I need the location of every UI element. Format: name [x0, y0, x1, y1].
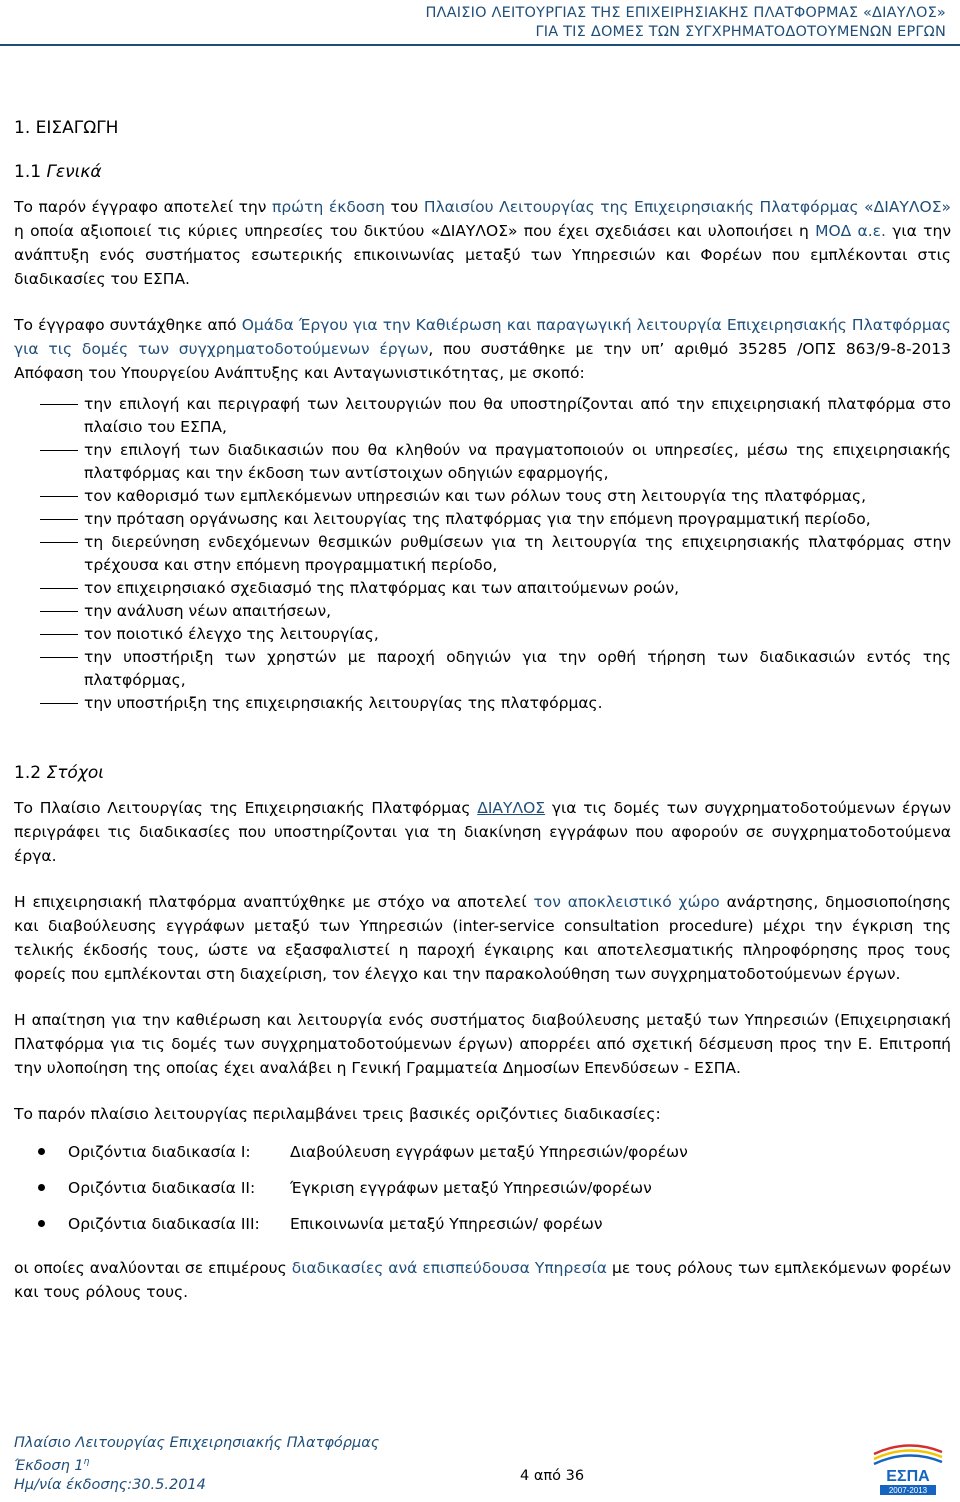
- dash-marker: [40, 519, 78, 520]
- paragraph-intro: [14, 195, 951, 291]
- text-run: , που συστάθηκε με την υπ’ αριθμό 35285 /ΟΠΣ 863/9-8-2013 Απόφαση του Υπουργείου Ανάπτυξης και Ανταγωνιστικότητας, με σκοπό:: [14, 340, 951, 382]
- purpose-item-text: την πρόταση οργάνωσης και λειτουργίας της πλατφόρμας για την επόμενη προγραμματική περίοδο,: [84, 510, 871, 528]
- purpose-item: [14, 577, 951, 600]
- logo-text: ΕΣΠΑ: [886, 1468, 930, 1485]
- logo-arc-blue: [874, 1455, 942, 1464]
- text-run: Το Πλαίσιο Λειτουργίας της Επιχειρησιακής Πλατφόρμας: [14, 799, 478, 817]
- footer-edition: [14, 1453, 379, 1476]
- logo-years: 2007-2013: [888, 1486, 928, 1495]
- process-label: Οριζόντια διαδικασία Ι:: [68, 1143, 251, 1161]
- footer-issue-date: Ημ/νία έκδοσης:30.5.2014: [14, 1476, 206, 1493]
- section-title-text: Γενικά: [46, 162, 102, 182]
- section-number: 1.1: [14, 162, 42, 182]
- footer-doc-title: Πλαίσιο Λειτουργίας Επιχειρησιακής Πλατφόρμας: [14, 1435, 380, 1451]
- edition-superscript: η: [83, 1457, 90, 1467]
- highlight-first-edition: πρώτη έκδοση: [271, 198, 385, 216]
- purpose-item: [14, 485, 951, 508]
- paragraph-goals: [14, 796, 951, 868]
- paragraph-processes-detail: [14, 1256, 951, 1304]
- dash-marker: [40, 588, 78, 589]
- page-footer: [14, 1434, 946, 1496]
- paragraph-requirement: Η απαίτηση για την καθιέρωση και λειτουργία ενός συστήματος διαβούλευσης μεταξύ των Υπηρεσιών (Επιχειρησιακή Πλατφόρμα για τις δομές των συγχρηματοδοτούμενων έργων) απορρέει από σχετική δέσμευση προς την Ε. Επιτροπή την υλοποίηση της οποίας έχει αναλάβει η Γενική Γραμματεία Δημοσίων Επενδύσεων - ΕΣΠΑ.: [14, 1011, 951, 1077]
- purpose-item-text: την υποστήριξη των χρηστών με παροχή οδηγιών για την ορθή τήρηση των διαδικασιών εντός της πλατφόρμας,: [84, 648, 951, 689]
- purpose-item: [14, 600, 951, 623]
- dash-marker: [40, 496, 78, 497]
- page-header: [425, 4, 946, 42]
- purpose-item-text: την υποστήριξη της επιχειρησιακής λειτουργίας της πλατφόρμας.: [84, 694, 603, 712]
- chapter-title: 1. ΕΙΣΑΓΩΓΗ: [14, 118, 119, 138]
- dash-marker: [40, 703, 78, 704]
- process-item: [14, 1206, 951, 1242]
- text-run: Η επιχειρησιακή πλατφόρμα αναπτύχθηκε με στόχο να αποτελεί: [14, 893, 534, 911]
- bullet-dot: [38, 1148, 45, 1155]
- dash-marker: [40, 542, 78, 543]
- edition-text: Έκδοση 1: [14, 1457, 84, 1474]
- header-line-1: ΠΛΑΙΣΙΟ ΛΕΙΤΟΥΡΓΙΑΣ ΤΗΣ ΕΠΙΧΕΙΡΗΣΙΑΚΗΣ ΠΛΑΤΦΟΡΜΑΣ «ΔΙΑΥΛΟΣ»: [425, 5, 946, 21]
- process-text: Διαβούλευση εγγράφων μεταξύ Υπηρεσιών/φορέων: [290, 1143, 688, 1161]
- purpose-item-text: την επιλογή των διαδικασιών που θα κληθούν να πραγματοποιούν οι υπηρεσίες, μέσω της επιχειρησιακής πλατφόρμας και την έκδοση των αντίστοιχων οδηγιών εφαρμογής,: [84, 441, 951, 482]
- text-run: με τους ρόλους των εμπλεκόμενων φορέων και τους ρόλους τους.: [14, 1259, 951, 1301]
- purpose-list: [14, 393, 951, 715]
- highlight-diavlos: ΔΙΑΥΛΟΣ: [477, 799, 546, 817]
- process-label: Οριζόντια διαδικασία ΙΙ:: [68, 1179, 256, 1197]
- page-content: [14, 116, 951, 1326]
- process-label: Οριζόντια διαδικασία ΙΙΙ:: [68, 1215, 260, 1233]
- dash-marker: [40, 634, 78, 635]
- highlight-framework-title: Πλαισίου Λειτουργίας της Επιχειρησιακής Πλατφόρμας «ΔΙΑΥΛΟΣ»: [423, 198, 951, 216]
- purpose-item: [14, 646, 951, 692]
- process-text: Επικοινωνία μεταξύ Υπηρεσιών/ φορέων: [290, 1215, 603, 1233]
- text-run: για την ανάπτυξη ενός συστήματος εσωτερικής επικοινωνίας μεταξύ των Υπηρεσιών και Φορέων που εμπλέκονται στις διαδικασίες του ΕΣΠΑ.: [14, 222, 951, 288]
- dash-marker: [40, 404, 78, 405]
- process-item: [14, 1134, 951, 1170]
- purpose-item: [14, 692, 951, 715]
- text-run: οι οποίες αναλύονται σε επιμέρους: [14, 1259, 292, 1277]
- purpose-item-text: τη διερεύνηση ενδεχόμενων θεσμικών ρυθμίσεων για τη λειτουργία της επιχειρησιακής πλατφόρμας στην τρέχουσα και στην επόμενη προγραμματική περίοδο,: [84, 533, 951, 574]
- page-number: 4 από 36: [520, 1468, 585, 1484]
- purpose-item-text: τον επιχειρησιακό σχεδιασμό της πλατφόρμας και των απαιτούμενων ροών,: [84, 579, 680, 597]
- header-rule: [0, 44, 960, 46]
- text-run: ανάρτησης, δημοσιοποίησης και διαβούλευσης εγγράφων μεταξύ των Υπηρεσιών (inter-service consultation procedure) μέχρι την έγκριση της τελικής έκδοσής τους, ώστε να εξασφαλιστεί η παροχή έγκαιρης και αποτελεσματικής πληροφόρησης προς τους φορείς που εμπλέκονται στη διαχείριση, τον έλεγχο και την παρακολούθηση των συγχρηματοδοτούμενων έργων.: [14, 893, 951, 983]
- purpose-item-text: την ανάλυση νέων απαιτήσεων,: [84, 602, 332, 620]
- highlight-exclusive-space: τον αποκλειστικό χώρο: [533, 893, 720, 911]
- process-item: [14, 1170, 951, 1206]
- purpose-item-text: τον ποιοτικό έλεγχο της λειτουργίας,: [84, 625, 379, 643]
- section-title-text: Στόχοι: [46, 763, 105, 783]
- text-run: Το έγγραφο συντάχθηκε από: [14, 316, 242, 334]
- text-run: Το παρόν έγγραφο αποτελεί την: [14, 198, 272, 216]
- purpose-item-text: τον καθορισμό των εμπλεκόμενων υπηρεσιών και των ρόλων τους στη λειτουργία της πλατφόρμας,: [84, 487, 867, 505]
- highlight-mod: ΜΟΔ α.ε.: [815, 222, 886, 240]
- text-run: του: [384, 198, 424, 216]
- purpose-item: [14, 393, 951, 439]
- bullet-dot: [38, 1184, 45, 1191]
- purpose-item: [14, 508, 951, 531]
- text-run: για τις δομές των συγχρηματοδοτούμενων έργων περιγράφει τις διαδικασίες που υποστηρίζονται για τη διακίνηση εγγράφων που αφορούν σε συγχρηματοδοτούμενα έργα.: [14, 799, 951, 865]
- highlight-project-team: Ομάδα Έργου για την Καθιέρωση και παραγωγική λειτουργία Επιχειρησιακής Πλατφόρμας για τις δομές των συγχρηματοδοτούμενων έργων: [14, 316, 952, 358]
- header-line-2: ΓΙΑ ΤΙΣ ΔΟΜΕΣ ΤΩΝ ΣΥΓΧΡΗΜΑΤΟΔΟΤΟΥΜΕΝΩΝ ΕΡΓΩΝ: [535, 24, 946, 40]
- espa-logo: [870, 1434, 946, 1496]
- section-number: 1.2: [14, 763, 42, 783]
- process-text: Έγκριση εγγράφων μεταξύ Υπηρεσιών/φορέων: [290, 1179, 652, 1197]
- paragraph-platform: [14, 890, 951, 986]
- purpose-item-text: την επιλογή και περιγραφή των λειτουργιών που θα υποστηρίζονται από την επιχειρησιακή πλατφόρμα στο πλαίσιο του ΕΣΠΑ,: [84, 395, 951, 436]
- purpose-item: [14, 439, 951, 485]
- section-title-1-2: [14, 761, 951, 785]
- dash-marker: [40, 450, 78, 451]
- dash-marker: [40, 657, 78, 658]
- section-title-1-1: [14, 160, 951, 184]
- paragraph-processes-intro: Το παρόν πλαίσιο λειτουργίας περιλαμβάνει τρεις βασικές οριζόντιες διαδικασίες:: [14, 1105, 661, 1123]
- text-run: η οποία αξιοποιεί τις κύριες υπηρεσίες του δικτύου «ΔΙΑΥΛΟΣ» που έχει σχεδιάσει και υλοποιήσει η: [14, 222, 816, 240]
- bullet-dot: [38, 1220, 45, 1227]
- dash-marker: [40, 611, 78, 612]
- footer-meta: [14, 1434, 379, 1495]
- process-list: [14, 1134, 951, 1242]
- paragraph-drafting: [14, 313, 951, 385]
- purpose-item: [14, 623, 951, 646]
- purpose-item: [14, 531, 951, 577]
- highlight-per-service: διαδικασίες ανά επισπεύδουσα Υπηρεσία: [291, 1259, 607, 1277]
